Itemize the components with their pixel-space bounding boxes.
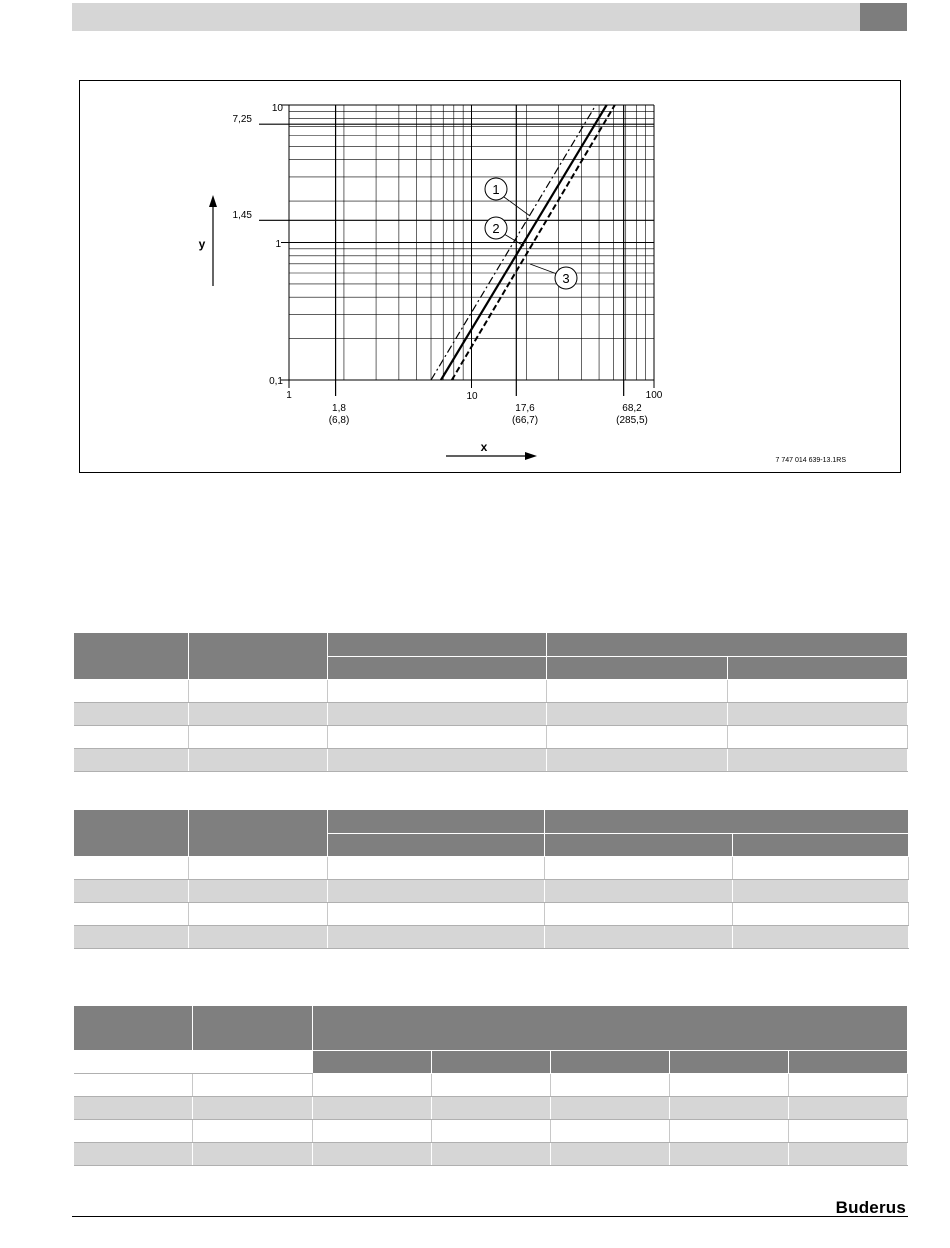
table-header-cell [192,1006,312,1050]
x-mark-label: 1,8 [332,403,346,414]
table-row [74,1096,907,1119]
table-header-cell [74,1006,192,1050]
x-tick-label: 1 [286,390,292,401]
y-tick-label: 0,1 [269,376,283,387]
y-tick-label: 10 [271,103,283,114]
table-header-cell [788,1050,907,1073]
x-axis-label: x [480,440,488,454]
table-row [74,1119,907,1142]
y-tick-label: 1 [275,239,281,250]
table-row [74,1142,907,1165]
table-header-cell [188,633,327,679]
x-axis-arrow [446,452,537,460]
footer-rule [72,1216,908,1217]
table-row [74,679,907,702]
spec-table-3 [74,1006,908,1166]
chapter-tab [860,3,907,31]
table-row [74,879,908,902]
table-row [74,856,908,879]
brand-logo: Buderus [835,1198,906,1217]
table-row [74,702,907,725]
spec-table-2 [74,810,909,949]
y-axis-label: y [198,237,206,251]
table-header-cell [312,1006,907,1050]
table-header-cell [546,633,907,656]
table-row [74,1073,907,1096]
table-header-cell [669,1050,788,1073]
table-row [74,725,907,748]
table-header-cell [732,833,908,856]
pressure-drop-figure [79,80,901,473]
table-header-cell [544,810,908,833]
table-header-cell [327,656,546,679]
curve-marker-2 [485,217,524,246]
table-header-cell [544,833,732,856]
table-header-cell [312,1050,431,1073]
table-row [74,925,908,948]
x-mark-sublabel: (6,8) [328,415,350,426]
table-header-cell [431,1050,550,1073]
curve-marker-label: 2 [492,221,500,236]
table-header-cell [550,1050,669,1073]
curve-marker-1 [485,178,530,216]
table-unit-cell [74,1050,312,1073]
y-mark-label: 7,25 [232,114,252,125]
x-tick-label: 100 [645,390,663,401]
x-mark-label: 68,2 [622,403,642,414]
x-mark-sublabel: (285,5) [616,415,648,426]
x-tick-label: 10 [466,391,478,402]
table-header-cell [188,810,327,856]
pressure-drop-chart [80,81,902,474]
table-row [74,748,907,771]
x-mark-sublabel: (66,7) [511,415,539,426]
table-header-cell [74,633,188,679]
curve-marker-label: 3 [562,271,570,286]
spec-table-1 [74,633,908,772]
table-header-cell [546,656,727,679]
table-row [74,902,908,925]
y-axis-arrow [209,195,217,286]
table-header-cell [327,810,544,833]
table-header-cell [327,633,546,656]
table-header-cell [327,833,544,856]
x-mark-label: 17,6 [515,403,535,414]
table-header-cell [727,656,907,679]
table-header-cell [74,810,188,856]
curve-marker-label: 1 [492,182,500,197]
header-bar [72,3,860,31]
figure-reference-code: 7 747 014 639-13.1RS [775,457,846,464]
curve-marker-3 [530,264,577,289]
y-mark-label: 1,45 [232,210,252,221]
